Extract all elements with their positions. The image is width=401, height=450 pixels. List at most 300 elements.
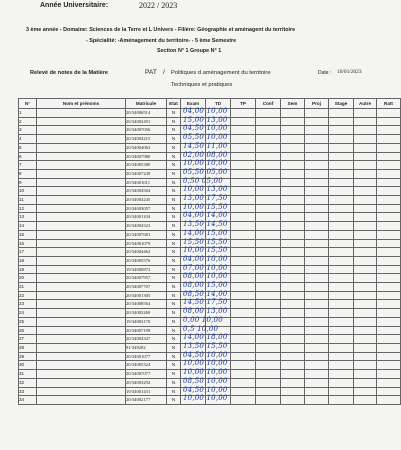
empty-cell [329, 204, 354, 213]
empty-cell [377, 326, 401, 335]
empty-cell [281, 317, 305, 326]
etat: N [167, 361, 181, 370]
matricule: 91/349282 [126, 343, 167, 352]
etat: N [167, 352, 181, 361]
empty-cell [354, 126, 377, 135]
matricule: 20/34007249 [126, 169, 167, 178]
empty-cell [329, 161, 354, 170]
empty-cell [377, 239, 401, 248]
empty-cell [305, 222, 329, 231]
empty-cell [377, 222, 401, 231]
etat: N [167, 135, 181, 144]
empty-cell [281, 309, 305, 318]
empty-cell [231, 117, 256, 126]
empty-cell [377, 161, 401, 170]
empty-cell [377, 343, 401, 352]
student-name [37, 256, 126, 265]
empty-cell [256, 343, 281, 352]
empty-cell [305, 256, 329, 265]
specialty-line: - Spécialité: -Aménagement du territoire- - 5 ème Semestre [86, 38, 237, 44]
student-name [37, 265, 126, 274]
row-number: 29 [19, 352, 37, 361]
table-body [19, 109, 401, 405]
column-header: Matricule [126, 99, 167, 109]
empty-cell [354, 300, 377, 309]
empty-cell [256, 387, 281, 396]
empty-cell [354, 204, 377, 213]
etat: N [167, 309, 181, 318]
matricule: 20/34004323 [126, 222, 167, 231]
empty-cell [354, 152, 377, 161]
empty-cell [256, 274, 281, 283]
table-row [19, 396, 401, 405]
year-label: Année Universitaire: [40, 2, 109, 9]
student-name [37, 248, 126, 257]
student-name [37, 222, 126, 231]
etat: N [167, 335, 181, 344]
empty-cell [281, 378, 305, 387]
empty-cell [256, 126, 281, 135]
empty-cell [354, 396, 377, 405]
matiere-name: Politiques d aménagement du territoire [171, 70, 271, 76]
empty-cell [305, 230, 329, 239]
student-name [37, 169, 126, 178]
empty-cell [256, 265, 281, 274]
column-header: Autre [354, 99, 377, 109]
matricule: 20/34003269 [126, 309, 167, 318]
row-number: 32 [19, 378, 37, 387]
empty-cell [305, 178, 329, 187]
matricule: 20/34003057 [126, 204, 167, 213]
empty-cell [329, 152, 354, 161]
handwritten-grades: 04,50 10,00 [183, 124, 228, 133]
row-number: 16 [19, 239, 37, 248]
empty-cell [377, 135, 401, 144]
row-number: 28 [19, 343, 37, 352]
student-name [37, 143, 126, 152]
matricule: 20/34001104 [126, 213, 167, 222]
empty-cell [281, 370, 305, 379]
empty-cell [281, 248, 305, 257]
empty-cell [305, 343, 329, 352]
date-value: 10/01/2023 [337, 69, 362, 75]
empty-cell [281, 291, 305, 300]
empty-cell [256, 361, 281, 370]
student-name [37, 291, 126, 300]
etat: N [167, 204, 181, 213]
matricule: 20/34004462 [126, 248, 167, 257]
empty-cell [354, 117, 377, 126]
matricule: 20/34005576 [126, 256, 167, 265]
row-number: 22 [19, 291, 37, 300]
student-name [37, 343, 126, 352]
empty-cell [377, 143, 401, 152]
handwritten-grades: 10,00 15,50 [183, 246, 228, 255]
handwritten-grades: 10,00 13,00 [183, 185, 228, 194]
empty-cell [377, 387, 401, 396]
matiere-label: Relevé de notes de la Matière [30, 70, 109, 76]
etat: N [167, 161, 181, 170]
empty-cell [305, 361, 329, 370]
empty-cell [256, 309, 281, 318]
empty-cell [329, 300, 354, 309]
empty-cell [354, 335, 377, 344]
student-name [37, 230, 126, 239]
etat: N [167, 152, 181, 161]
empty-cell [354, 291, 377, 300]
row-number: 9 [19, 178, 37, 187]
row-number: 20 [19, 274, 37, 283]
etat: N [167, 387, 181, 396]
etat: N [167, 256, 181, 265]
empty-cell [305, 169, 329, 178]
empty-cell [231, 300, 256, 309]
empty-cell [256, 291, 281, 300]
empty-cell [354, 370, 377, 379]
empty-cell [377, 248, 401, 257]
empty-cell [305, 143, 329, 152]
empty-cell [329, 352, 354, 361]
handwritten-grades: 04,00 10,00 [183, 107, 228, 115]
empty-cell [256, 187, 281, 196]
matricule: 20/34005380 [126, 161, 167, 170]
empty-cell [329, 135, 354, 144]
empty-cell [256, 178, 281, 187]
student-name [37, 274, 126, 283]
student-name [37, 335, 126, 344]
matricule: 20/34008564 [126, 300, 167, 309]
empty-cell [231, 161, 256, 170]
empty-cell [281, 143, 305, 152]
row-number: 21 [19, 283, 37, 292]
student-name [37, 196, 126, 205]
empty-cell [329, 143, 354, 152]
etat: N [167, 169, 181, 178]
empty-cell [354, 317, 377, 326]
empty-cell [305, 161, 329, 170]
empty-cell [377, 300, 401, 309]
empty-cell [256, 335, 281, 344]
matricule: 20/34006514 [126, 109, 167, 118]
empty-cell [354, 378, 377, 387]
empty-cell [377, 265, 401, 274]
empty-cell [231, 248, 256, 257]
empty-cell [377, 117, 401, 126]
empty-cell [256, 283, 281, 292]
empty-cell [256, 204, 281, 213]
empty-cell [305, 152, 329, 161]
row-number: 26 [19, 326, 37, 335]
column-header: Ratt [377, 99, 401, 109]
etat: N [167, 283, 181, 292]
handwritten-grades: 04,00 10,00 [183, 254, 228, 263]
empty-cell [231, 352, 256, 361]
empty-cell [305, 126, 329, 135]
student-name [37, 317, 126, 326]
empty-cell [377, 196, 401, 205]
empty-cell [354, 309, 377, 318]
empty-cell [231, 169, 256, 178]
student-name [37, 117, 126, 126]
column-header: N° [19, 99, 37, 109]
empty-cell [377, 213, 401, 222]
row-number: 7 [19, 161, 37, 170]
handwritten-grades: 10,00 15,50 [183, 202, 228, 211]
matricule: 20/34007707 [126, 283, 167, 292]
handwritten-grades: 05,50 10,00 [183, 133, 228, 142]
empty-cell [305, 135, 329, 144]
handwritten-grades: 08,00 13,00 [183, 307, 228, 316]
empty-cell [329, 222, 354, 231]
row-number: 18 [19, 256, 37, 265]
row-number: 12 [19, 204, 37, 213]
etat: N [167, 378, 181, 387]
etat: N [167, 274, 181, 283]
row-number: 27 [19, 335, 37, 344]
empty-cell [256, 109, 281, 118]
empty-cell [256, 239, 281, 248]
matiere-separator: / [163, 69, 165, 76]
empty-cell [305, 335, 329, 344]
etat: N [167, 370, 181, 379]
empty-cell [281, 300, 305, 309]
empty-cell [281, 396, 305, 405]
etat: N [167, 222, 181, 231]
handwritten-grades: 14,00 18,00 [183, 333, 228, 342]
row-number: 24 [19, 309, 37, 318]
etat: N [167, 196, 181, 205]
row-number: 13 [19, 213, 37, 222]
empty-cell [329, 126, 354, 135]
empty-cell [231, 291, 256, 300]
empty-cell [354, 265, 377, 274]
empty-cell [377, 396, 401, 405]
empty-cell [354, 343, 377, 352]
empty-cell [231, 256, 256, 265]
empty-cell [329, 230, 354, 239]
empty-cell [281, 230, 305, 239]
empty-cell [231, 265, 256, 274]
empty-cell [231, 274, 256, 283]
etat: N [167, 230, 181, 239]
row-number: 10 [19, 187, 37, 196]
empty-cell [377, 317, 401, 326]
empty-cell [231, 309, 256, 318]
empty-cell [305, 326, 329, 335]
empty-cell [377, 187, 401, 196]
empty-cell [256, 135, 281, 144]
matricule: 20/34007681 [126, 230, 167, 239]
handwritten-grades: 0,50 05,00 [183, 176, 223, 185]
matricule: 20/34003292 [126, 378, 167, 387]
empty-cell [354, 196, 377, 205]
empty-cell [329, 248, 354, 257]
student-name [37, 135, 126, 144]
handwritten-grades: 08,00 15,00 [183, 281, 228, 290]
empty-cell [329, 239, 354, 248]
empty-cell [377, 178, 401, 187]
student-name [37, 152, 126, 161]
empty-cell [305, 291, 329, 300]
empty-cell [231, 396, 256, 405]
empty-cell [231, 178, 256, 187]
etat: N [167, 178, 181, 187]
etat: N [167, 265, 181, 274]
empty-cell [377, 309, 401, 318]
etat: N [167, 143, 181, 152]
empty-cell [256, 248, 281, 257]
empty-cell [256, 396, 281, 405]
matricule: 20/34002177 [126, 396, 167, 405]
empty-cell [305, 213, 329, 222]
empty-cell [305, 274, 329, 283]
empty-cell [329, 335, 354, 344]
matiere-code: PAT [145, 69, 157, 76]
empty-cell [329, 256, 354, 265]
empty-cell [281, 326, 305, 335]
empty-cell [305, 370, 329, 379]
empty-cell [281, 239, 305, 248]
matricule: 20/34007980 [126, 152, 167, 161]
empty-cell [329, 213, 354, 222]
empty-cell [305, 239, 329, 248]
handwritten-grades: 08,00 10,00 [183, 272, 228, 281]
etat: N [167, 291, 181, 300]
row-number: 17 [19, 248, 37, 257]
empty-cell [281, 274, 305, 283]
empty-cell [281, 178, 305, 187]
empty-cell [256, 300, 281, 309]
empty-cell [231, 326, 256, 335]
empty-cell [281, 222, 305, 231]
exam-grade-cell [181, 394, 228, 405]
domain-line: 3 ème année - Domaine: Sciences de la Terre et L Univers - Filière: Géographie et aménagent du territoire [26, 27, 296, 33]
empty-cell [231, 135, 256, 144]
empty-cell [329, 274, 354, 283]
etat: N [167, 343, 181, 352]
empty-cell [305, 204, 329, 213]
empty-cell [256, 196, 281, 205]
empty-cell [231, 126, 256, 135]
etat: N [167, 239, 181, 248]
empty-cell [231, 230, 256, 239]
student-name [37, 204, 126, 213]
empty-cell [354, 213, 377, 222]
empty-cell [305, 352, 329, 361]
empty-cell [354, 230, 377, 239]
handwritten-grades: 04,50 10,00 [183, 385, 228, 394]
handwritten-grades: 15,00 13,00 [183, 115, 228, 124]
handwritten-grades: 14,50 11,00 [183, 141, 228, 150]
empty-cell [231, 387, 256, 396]
etat: N [167, 109, 181, 118]
row-number: 11 [19, 196, 37, 205]
empty-cell [256, 152, 281, 161]
etat: N [167, 248, 181, 257]
empty-cell [281, 196, 305, 205]
matricule: 20/34007199 [126, 326, 167, 335]
matricule: 20/34002491 [126, 117, 167, 126]
empty-cell [281, 283, 305, 292]
student-name [37, 370, 126, 379]
empty-cell [377, 230, 401, 239]
empty-cell [231, 143, 256, 152]
empty-cell [354, 256, 377, 265]
empty-cell [305, 317, 329, 326]
student-name [37, 187, 126, 196]
empty-cell [305, 309, 329, 318]
empty-cell [354, 387, 377, 396]
empty-cell [329, 370, 354, 379]
student-name [37, 361, 126, 370]
empty-cell [329, 169, 354, 178]
empty-cell [329, 283, 354, 292]
empty-cell [329, 361, 354, 370]
empty-cell [354, 361, 377, 370]
empty-cell [256, 326, 281, 335]
empty-cell [256, 213, 281, 222]
empty-cell [377, 352, 401, 361]
empty-cell [329, 187, 354, 196]
section-group-line: Section N° 1 Groupe N° 1 [157, 48, 222, 54]
empty-cell [377, 126, 401, 135]
row-number: 34 [19, 396, 37, 405]
student-name [37, 283, 126, 292]
empty-cell [281, 361, 305, 370]
matricule: 20/34005324 [126, 361, 167, 370]
empty-cell [256, 256, 281, 265]
empty-cell [231, 283, 256, 292]
matricule: 20/34004347 [126, 335, 167, 344]
etat: N [167, 213, 181, 222]
handwritten-grades: 14,00 15,00 [183, 228, 228, 237]
handwritten-grades: 0,00 10,00 [183, 315, 223, 324]
empty-cell [329, 378, 354, 387]
empty-cell [305, 265, 329, 274]
empty-cell [281, 109, 305, 118]
row-number: 33 [19, 387, 37, 396]
empty-cell [354, 283, 377, 292]
date-label: Date : [318, 70, 332, 76]
etat: N [167, 317, 181, 326]
empty-cell [305, 187, 329, 196]
student-name [37, 352, 126, 361]
empty-cell [329, 265, 354, 274]
handwritten-grades: 0,5 10,00 [183, 324, 219, 333]
empty-cell [377, 370, 401, 379]
empty-cell [256, 370, 281, 379]
handwritten-grades: 04,00 14,00 [183, 211, 228, 220]
empty-cell [281, 387, 305, 396]
empty-cell [329, 396, 354, 405]
handwritten-grades: 10,00 10,00 [183, 359, 228, 368]
handwritten-grades: 08,50 10,00 [183, 376, 228, 385]
empty-cell [256, 117, 281, 126]
matricule: 20/34007957 [126, 274, 167, 283]
matricule: 20/34004063 [126, 143, 167, 152]
etat: N [167, 300, 181, 309]
empty-cell [305, 396, 329, 405]
empty-cell [354, 352, 377, 361]
etat: N [167, 396, 181, 405]
empty-cell [231, 204, 256, 213]
etat: N [167, 187, 181, 196]
handwritten-grades: 07,00 10,00 [183, 263, 228, 272]
handwritten-grades: 02,00 08,00 [183, 150, 228, 159]
empty-cell [329, 291, 354, 300]
grades-table [18, 98, 401, 405]
empty-cell [354, 161, 377, 170]
